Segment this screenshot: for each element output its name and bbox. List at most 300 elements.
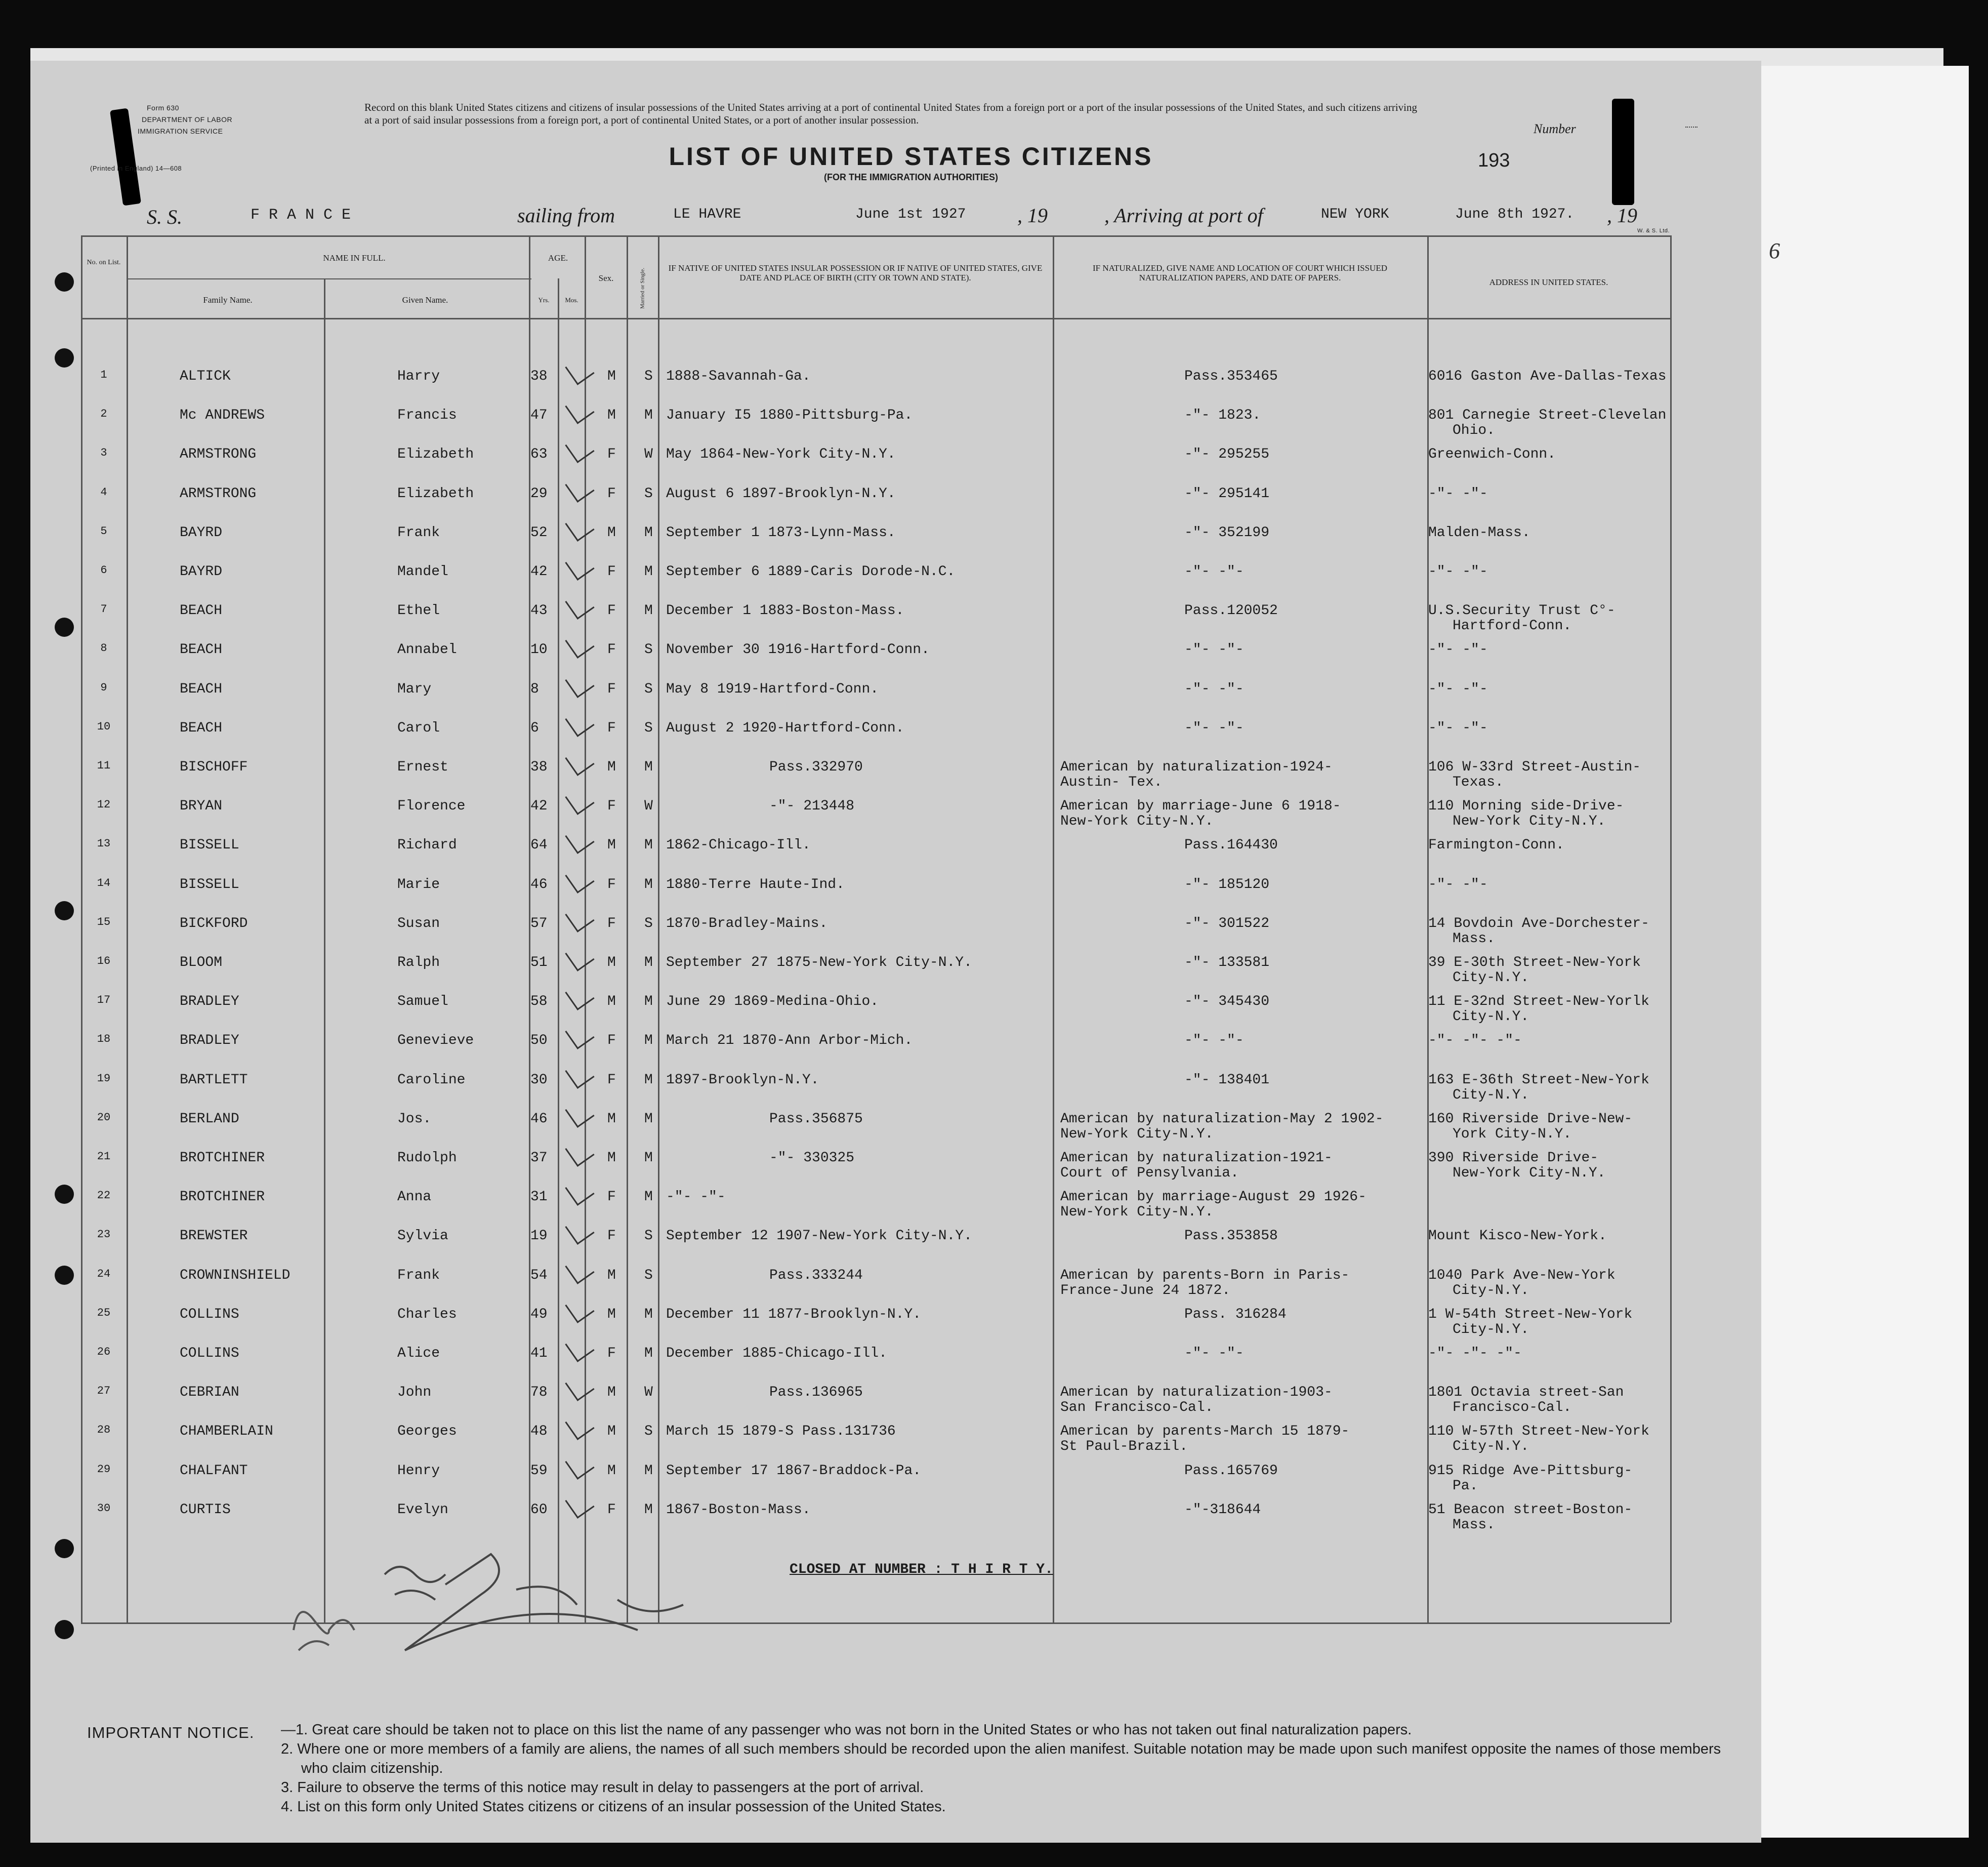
- marital-status: S: [644, 486, 653, 502]
- address: 11 E-32nd Street-New-Yorlk: [1428, 994, 1649, 1009]
- sex: F: [607, 1346, 616, 1361]
- age-years: 60: [530, 1502, 548, 1518]
- sex: F: [607, 447, 616, 462]
- birth-info: -"- 330325: [769, 1150, 855, 1166]
- address-line2: Mass.: [1453, 1517, 1496, 1533]
- birth-info: 1897-Brooklyn-N.Y.: [666, 1072, 819, 1088]
- printer-mark: W. & S. Ltd.: [1637, 228, 1670, 234]
- address-line2: Francisco-Cal.: [1453, 1400, 1572, 1415]
- given-name: Marie: [397, 877, 440, 892]
- notice-item: —1. Great care should be taken not to place on this list the name of any passenger who was not born in the United States or who has not taken out final naturalization papers.: [281, 1722, 1412, 1738]
- sex: F: [607, 1033, 616, 1048]
- sex: M: [607, 955, 616, 970]
- address: -"- -"-: [1428, 877, 1488, 892]
- given-name: Susan: [397, 916, 440, 931]
- table-rule: [127, 278, 531, 279]
- printing-note: (Printed in England) 14—608: [90, 165, 182, 172]
- table-rule: [81, 318, 1670, 319]
- row-number: 2: [100, 408, 107, 420]
- birth-info: 1888-Savannah-Ga.: [666, 369, 811, 384]
- naturalization: American by marriage-August 29 1926-: [1060, 1189, 1366, 1205]
- naturalization: American by marriage-June 6 1918-: [1060, 798, 1341, 814]
- family-name: CHAMBERLAIN: [180, 1424, 273, 1439]
- sailing-from-label: sailing from: [517, 204, 615, 227]
- row-number: 22: [97, 1189, 111, 1202]
- birth-info: March 15 1879-S Pass.131736: [666, 1424, 896, 1439]
- address: -"- -"- -"-: [1428, 1033, 1522, 1048]
- birth-info: 1862-Chicago-Ill.: [666, 837, 811, 853]
- marital-status: S: [644, 1228, 653, 1244]
- given-name: Frank: [397, 525, 440, 541]
- given-name: Georges: [397, 1424, 457, 1439]
- row-number: 1: [100, 369, 107, 381]
- naturalization: -"- 295141: [1184, 486, 1270, 502]
- family-name: BISCHOFF: [180, 759, 248, 775]
- birth-info: August 6 1897-Brooklyn-N.Y.: [666, 486, 896, 502]
- birth-info: Pass.332970: [769, 759, 863, 775]
- given-name: Carol: [397, 720, 440, 736]
- naturalization-line2: Court of Pensylvania.: [1060, 1165, 1239, 1181]
- given-name: Annabel: [397, 642, 457, 658]
- given-name: Richard: [397, 837, 457, 853]
- marital-status: M: [644, 759, 653, 775]
- sex: F: [607, 720, 616, 736]
- birth-info: December 1 1883-Boston-Mass.: [666, 603, 904, 619]
- col-rule: [627, 235, 628, 1622]
- marital-status: M: [644, 1189, 653, 1205]
- given-name: Henry: [397, 1463, 440, 1479]
- given-name: Anna: [397, 1189, 432, 1205]
- naturalization: American by parents-Born in Paris-: [1060, 1268, 1350, 1283]
- naturalization: -"- -"-: [1184, 564, 1244, 580]
- col-rule: [558, 278, 559, 1622]
- notice-item: 4. List on this form only United States citizens or citizens of an insular possession of the United States.: [281, 1799, 946, 1815]
- family-name: BERLAND: [180, 1111, 239, 1127]
- naturalization-line2: New-York City-N.Y.: [1060, 1204, 1214, 1220]
- marital-status: S: [644, 369, 653, 384]
- address: 1 W-54th Street-New-York: [1428, 1307, 1633, 1322]
- adjacent-page: [1756, 66, 1969, 1838]
- sex: F: [607, 1072, 616, 1088]
- row-number: 29: [97, 1463, 111, 1476]
- family-name: COLLINS: [180, 1307, 239, 1322]
- row-number: 20: [97, 1111, 111, 1124]
- family-name: CURTIS: [180, 1502, 231, 1518]
- family-name: ARMSTRONG: [180, 447, 257, 462]
- age-years: 48: [530, 1424, 548, 1439]
- given-name: Jos.: [397, 1111, 432, 1127]
- naturalization: -"- -"-: [1184, 1346, 1244, 1361]
- sex: M: [607, 1111, 616, 1127]
- punch-hole: [55, 1539, 74, 1558]
- address: -"- -"-: [1428, 642, 1488, 658]
- page-number: 193: [1478, 150, 1510, 171]
- birth-info: September 27 1875-New-York City-N.Y.: [666, 955, 972, 970]
- marital-status: M: [644, 994, 653, 1009]
- age-years: 8: [530, 681, 539, 697]
- service: IMMIGRATION SERVICE: [138, 127, 223, 135]
- col-rule: [81, 235, 82, 1622]
- address-line2: City-N.Y.: [1453, 1283, 1529, 1298]
- given-name: Ralph: [397, 955, 440, 970]
- birth-info: -"- 213448: [769, 798, 855, 814]
- family-name: BISSELL: [180, 837, 239, 853]
- marital-status: M: [644, 408, 653, 423]
- birth-info: Pass.356875: [769, 1111, 863, 1127]
- punch-hole: [55, 272, 74, 292]
- marital-status: M: [644, 1307, 653, 1322]
- address-line2: New-York City-N.Y.: [1453, 814, 1606, 829]
- department: DEPARTMENT OF LABOR: [142, 115, 233, 124]
- row-number: 30: [97, 1502, 111, 1515]
- marital-status: M: [644, 564, 653, 580]
- sex: M: [607, 1307, 616, 1322]
- address-line2: Ohio.: [1453, 423, 1496, 438]
- marital-status: W: [644, 1385, 653, 1400]
- family-name: BAYRD: [180, 525, 223, 541]
- address: -"- -"-: [1428, 720, 1488, 736]
- marital-status: S: [644, 642, 653, 658]
- family-name: CEBRIAN: [180, 1385, 239, 1400]
- birth-info: August 2 1920-Hartford-Conn.: [666, 720, 904, 736]
- naturalization: Pass.353465: [1184, 369, 1278, 384]
- given-name: Samuel: [397, 994, 448, 1009]
- punch-hole: [55, 618, 74, 637]
- col-rule: [127, 235, 128, 1622]
- marital-status: W: [644, 798, 653, 814]
- given-name: Alice: [397, 1346, 440, 1361]
- sex: M: [607, 1463, 616, 1479]
- naturalization-line2: Austin- Tex.: [1060, 775, 1163, 790]
- birth-info: January I5 1880-Pittsburg-Pa.: [666, 408, 913, 423]
- address: -"- -"-: [1428, 486, 1488, 502]
- sex: M: [607, 369, 616, 384]
- age-years: 19: [530, 1228, 548, 1244]
- birth-info: 1867-Boston-Mass.: [666, 1502, 811, 1518]
- naturalization: Pass.164430: [1184, 837, 1278, 853]
- given-name: Frank: [397, 1268, 440, 1283]
- family-name: Mc ANDREWS: [180, 408, 265, 423]
- address: -"- -"-: [1428, 564, 1488, 580]
- naturalization: -"- -"-: [1184, 720, 1244, 736]
- given-name: Harry: [397, 369, 440, 384]
- col-rule: [658, 235, 659, 1622]
- row-number: 25: [97, 1307, 111, 1319]
- ss-label: S. S.: [147, 206, 182, 228]
- family-name: BLOOM: [180, 955, 223, 970]
- ship-name: F R A N C E: [251, 207, 351, 224]
- arriving-label: , Arriving at port of: [1104, 204, 1263, 227]
- sex: F: [607, 1502, 616, 1518]
- sex: F: [607, 603, 616, 619]
- address: U.S.Security Trust C°-: [1428, 603, 1616, 619]
- address-line2: City-N.Y.: [1453, 970, 1529, 986]
- age-years: 10: [530, 642, 548, 658]
- sex: F: [607, 1189, 616, 1205]
- sex: M: [607, 837, 616, 853]
- table-rule: [81, 235, 1670, 237]
- address: 1801 Octavia street-San: [1428, 1385, 1624, 1400]
- birth-info: Pass.333244: [769, 1268, 863, 1283]
- address: 801 Carnegie Street-Clevelan: [1428, 408, 1667, 423]
- punch-hole: [55, 901, 74, 920]
- sex: M: [607, 1385, 616, 1400]
- form-number: Form 630: [147, 104, 179, 112]
- birth-info: 1870-Bradley-Mains.: [666, 916, 828, 931]
- age-years: 51: [530, 955, 548, 970]
- col-header-no: No. on List.: [87, 259, 121, 266]
- col-header-mos: Mos.: [565, 296, 578, 304]
- sex: M: [607, 1268, 616, 1283]
- naturalization: -"- -"-: [1184, 642, 1244, 658]
- sex: F: [607, 486, 616, 502]
- row-number: 24: [97, 1268, 111, 1280]
- marital-status: S: [644, 916, 653, 931]
- address: 1040 Park Ave-New-York: [1428, 1268, 1616, 1283]
- naturalization: -"- 185120: [1184, 877, 1270, 892]
- col-header-married: Married or Single.: [639, 268, 646, 309]
- row-number: 14: [97, 877, 111, 889]
- sex: M: [607, 759, 616, 775]
- naturalization: Pass.353858: [1184, 1228, 1278, 1244]
- address: Greenwich-Conn.: [1428, 447, 1556, 462]
- marital-status: M: [644, 1346, 653, 1361]
- age-years: 64: [530, 837, 548, 853]
- age-years: 52: [530, 525, 548, 541]
- address-line2: New-York City-N.Y.: [1453, 1165, 1606, 1181]
- naturalization: -"- 352199: [1184, 525, 1270, 541]
- naturalization: Pass.120052: [1184, 603, 1278, 619]
- row-number: 7: [100, 603, 107, 616]
- age-years: 41: [530, 1346, 548, 1361]
- row-number: 17: [97, 994, 111, 1006]
- birth-info: May 8 1919-Hartford-Conn.: [666, 681, 879, 697]
- marital-status: M: [644, 877, 653, 892]
- col-header-age: AGE.: [548, 253, 568, 263]
- given-name: Francis: [397, 408, 457, 423]
- birth-info: Pass.136965: [769, 1385, 863, 1400]
- row-number: 21: [97, 1150, 111, 1163]
- row-number: 18: [97, 1033, 111, 1045]
- family-name: BEACH: [180, 642, 223, 658]
- address: -"- -"- -"-: [1428, 1346, 1522, 1361]
- given-name: John: [397, 1385, 432, 1400]
- birth-info: December 1885-Chicago-Ill.: [666, 1346, 887, 1361]
- marital-status: S: [644, 720, 653, 736]
- sex: F: [607, 916, 616, 931]
- address: 14 Bovdoin Ave-Dorchester-: [1428, 916, 1649, 931]
- notice-item: 3. Failure to observe the terms of this notice may result in delay to passengers at the port of arrival.: [281, 1779, 924, 1796]
- marital-status: S: [644, 1268, 653, 1283]
- age-years: 29: [530, 486, 548, 502]
- row-number: 23: [97, 1228, 111, 1241]
- family-name: BEACH: [180, 720, 223, 736]
- punch-hole: [55, 1185, 74, 1204]
- row-number: 5: [100, 525, 107, 538]
- departure-date: June 1st 1927: [855, 207, 966, 222]
- family-name: BEACH: [180, 603, 223, 619]
- col-header-address: ADDRESS IN UNITED STATES.: [1489, 277, 1608, 287]
- naturalization: -"- 295255: [1184, 447, 1270, 462]
- row-number: 13: [97, 837, 111, 850]
- col-rule: [1670, 235, 1672, 1622]
- age-years: 63: [530, 447, 548, 462]
- address: 110 Morning side-Drive-: [1428, 798, 1624, 814]
- sex: F: [607, 564, 616, 580]
- birth-info: December 11 1877-Brooklyn-N.Y.: [666, 1307, 922, 1322]
- col-header-given: Given Name.: [402, 295, 448, 305]
- age-years: 59: [530, 1463, 548, 1479]
- address-line2: City-N.Y.: [1453, 1087, 1529, 1103]
- page-mark: 6: [1769, 238, 1780, 263]
- family-name: CHALFANT: [180, 1463, 248, 1479]
- address-line2: Hartford-Conn.: [1453, 618, 1572, 634]
- row-number: 6: [100, 564, 107, 577]
- address: Farmington-Conn.: [1428, 837, 1564, 853]
- year-prefix: , 19: [1017, 204, 1048, 227]
- row-number: 15: [97, 916, 111, 928]
- notice-heading: IMPORTANT NOTICE.: [87, 1724, 255, 1741]
- marital-status: M: [644, 1502, 653, 1518]
- sex: M: [607, 408, 616, 423]
- birth-info: September 17 1867-Braddock-Pa.: [666, 1463, 922, 1479]
- naturalization-line2: St Paul-Brazil.: [1060, 1439, 1188, 1454]
- given-name: Ethel: [397, 603, 440, 619]
- notice-list: [281, 1720, 1749, 1816]
- row-number: 4: [100, 486, 107, 499]
- col-rule: [324, 278, 325, 1622]
- naturalization: American by naturalization-May 2 1902-: [1060, 1111, 1384, 1127]
- col-header-yrs: Yrs.: [538, 296, 550, 304]
- age-years: 43: [530, 603, 548, 619]
- address: 390 Riverside Drive-: [1428, 1150, 1599, 1166]
- given-name: Caroline: [397, 1072, 466, 1088]
- given-name: Mary: [397, 681, 432, 697]
- sex: F: [607, 1228, 616, 1244]
- address: Malden-Mass.: [1428, 525, 1530, 541]
- address: 163 E-36th Street-New-York: [1428, 1072, 1649, 1088]
- age-years: 38: [530, 369, 548, 384]
- address-line2: City-N.Y.: [1453, 1439, 1529, 1454]
- family-name: ARMSTRONG: [180, 486, 257, 502]
- birth-info: September 1 1873-Lynn-Mass.: [666, 525, 896, 541]
- marital-status: M: [644, 837, 653, 853]
- number-label: Number: [1534, 121, 1576, 136]
- address: 160 Riverside Drive-New-: [1428, 1111, 1633, 1127]
- sex: M: [607, 1150, 616, 1166]
- closing-line: CLOSED AT NUMBER : T H I R T Y.: [790, 1562, 1053, 1577]
- page-title: LIST OF UNITED STATES CITIZENS: [669, 142, 1153, 171]
- given-name: Mandel: [397, 564, 448, 580]
- birth-info: September 12 1907-New-York City-N.Y.: [666, 1228, 972, 1244]
- col-header-sex: Sex.: [598, 273, 614, 283]
- birth-info: September 6 1889-Caris Dorode-N.C.: [666, 564, 956, 580]
- row-number: 19: [97, 1072, 111, 1085]
- row-number: 3: [100, 447, 107, 459]
- given-name: Florence: [397, 798, 466, 814]
- naturalization: American by naturalization-1921-: [1060, 1150, 1333, 1166]
- sex: M: [607, 1424, 616, 1439]
- marital-status: M: [644, 525, 653, 541]
- sex: F: [607, 798, 616, 814]
- number-line: [1685, 127, 1697, 128]
- given-name: Elizabeth: [397, 447, 474, 462]
- address: 51 Beacon street-Boston-: [1428, 1502, 1633, 1518]
- marital-status: W: [644, 447, 653, 462]
- age-years: 47: [530, 408, 548, 423]
- birth-info: June 29 1869-Medina-Ohio.: [666, 994, 879, 1009]
- row-number: 11: [97, 759, 111, 772]
- sex: F: [607, 681, 616, 697]
- naturalization-line2: San Francisco-Cal.: [1060, 1400, 1214, 1415]
- given-name: Sylvia: [397, 1228, 448, 1244]
- given-name: Elizabeth: [397, 486, 474, 502]
- family-name: BROTCHINER: [180, 1150, 265, 1166]
- given-name: Genevieve: [397, 1033, 474, 1048]
- punch-hole: [55, 348, 74, 368]
- age-years: 30: [530, 1072, 548, 1088]
- naturalization: American by naturalization-1903-: [1060, 1385, 1333, 1400]
- family-name: ALTICK: [180, 369, 231, 384]
- row-number: 12: [97, 798, 111, 811]
- family-name: BEACH: [180, 681, 223, 697]
- age-years: 57: [530, 916, 548, 931]
- page-subtitle: (FOR THE IMMIGRATION AUTHORITIES): [824, 172, 998, 182]
- naturalization: -"- 345430: [1184, 994, 1270, 1009]
- family-name: BRADLEY: [180, 994, 239, 1009]
- year-prefix: , 19: [1607, 204, 1637, 227]
- sex: M: [607, 994, 616, 1009]
- sex: F: [607, 642, 616, 658]
- family-name: BISSELL: [180, 877, 239, 892]
- marital-status: S: [644, 681, 653, 697]
- age-years: 38: [530, 759, 548, 775]
- naturalization-line2: New-York City-N.Y.: [1060, 1126, 1214, 1142]
- notice-item: 2. Where one or more members of a family are aliens, the names of all such members should be recorded upon the alien manifest. Suitable notation may be made upon such manifest opposite the names of those members who claim citizenship.: [281, 1741, 1721, 1776]
- age-years: 50: [530, 1033, 548, 1048]
- birth-info: -"- -"-: [666, 1189, 726, 1205]
- marital-status: M: [644, 1150, 653, 1166]
- age-years: 42: [530, 564, 548, 580]
- sex: M: [607, 525, 616, 541]
- marital-status: M: [644, 955, 653, 970]
- marital-status: M: [644, 1111, 653, 1127]
- col-header-naturalized: IF NATURALIZED, GIVE NAME AND LOCATION OF COURT WHICH ISSUED NATURALIZATION PAPERS, AND DATE OF PAPERS.: [1092, 263, 1387, 282]
- naturalization: -"- -"-: [1184, 1033, 1244, 1048]
- age-years: 49: [530, 1307, 548, 1322]
- record-notice: Record on this blank United States citizens and citizens of insular possessions of the United States arriving at a port of continental United States from a foreign port or a port of the insular possessions of the United States, and such citizens arriving at a port of said insular possessions from a foreign port, a port of continental United States, or a port of another insular possession.: [364, 101, 1417, 126]
- age-years: 31: [530, 1189, 548, 1205]
- naturalization: -"- 138401: [1184, 1072, 1270, 1088]
- address-line2: City-N.Y.: [1453, 1009, 1529, 1025]
- punch-hole: [55, 1266, 74, 1285]
- family-name: BRYAN: [180, 798, 223, 814]
- port-to: NEW YORK: [1321, 207, 1389, 222]
- age-years: 42: [530, 798, 548, 814]
- inspector-signature: [364, 1544, 820, 1676]
- address-line2: York City-N.Y.: [1453, 1126, 1572, 1142]
- address-line2: City-N.Y.: [1453, 1322, 1529, 1337]
- marital-status: M: [644, 1463, 653, 1479]
- address-line2: Pa.: [1453, 1478, 1478, 1494]
- given-name: Rudolph: [397, 1150, 457, 1166]
- address: Mount Kisco-New-York.: [1428, 1228, 1607, 1244]
- address: -"- -"-: [1428, 681, 1488, 697]
- marital-status: M: [644, 1033, 653, 1048]
- arrival-date: June 8th 1927.: [1455, 207, 1575, 222]
- row-number: 27: [97, 1385, 111, 1397]
- address: 6016 Gaston Ave-Dallas-Texas: [1428, 369, 1667, 384]
